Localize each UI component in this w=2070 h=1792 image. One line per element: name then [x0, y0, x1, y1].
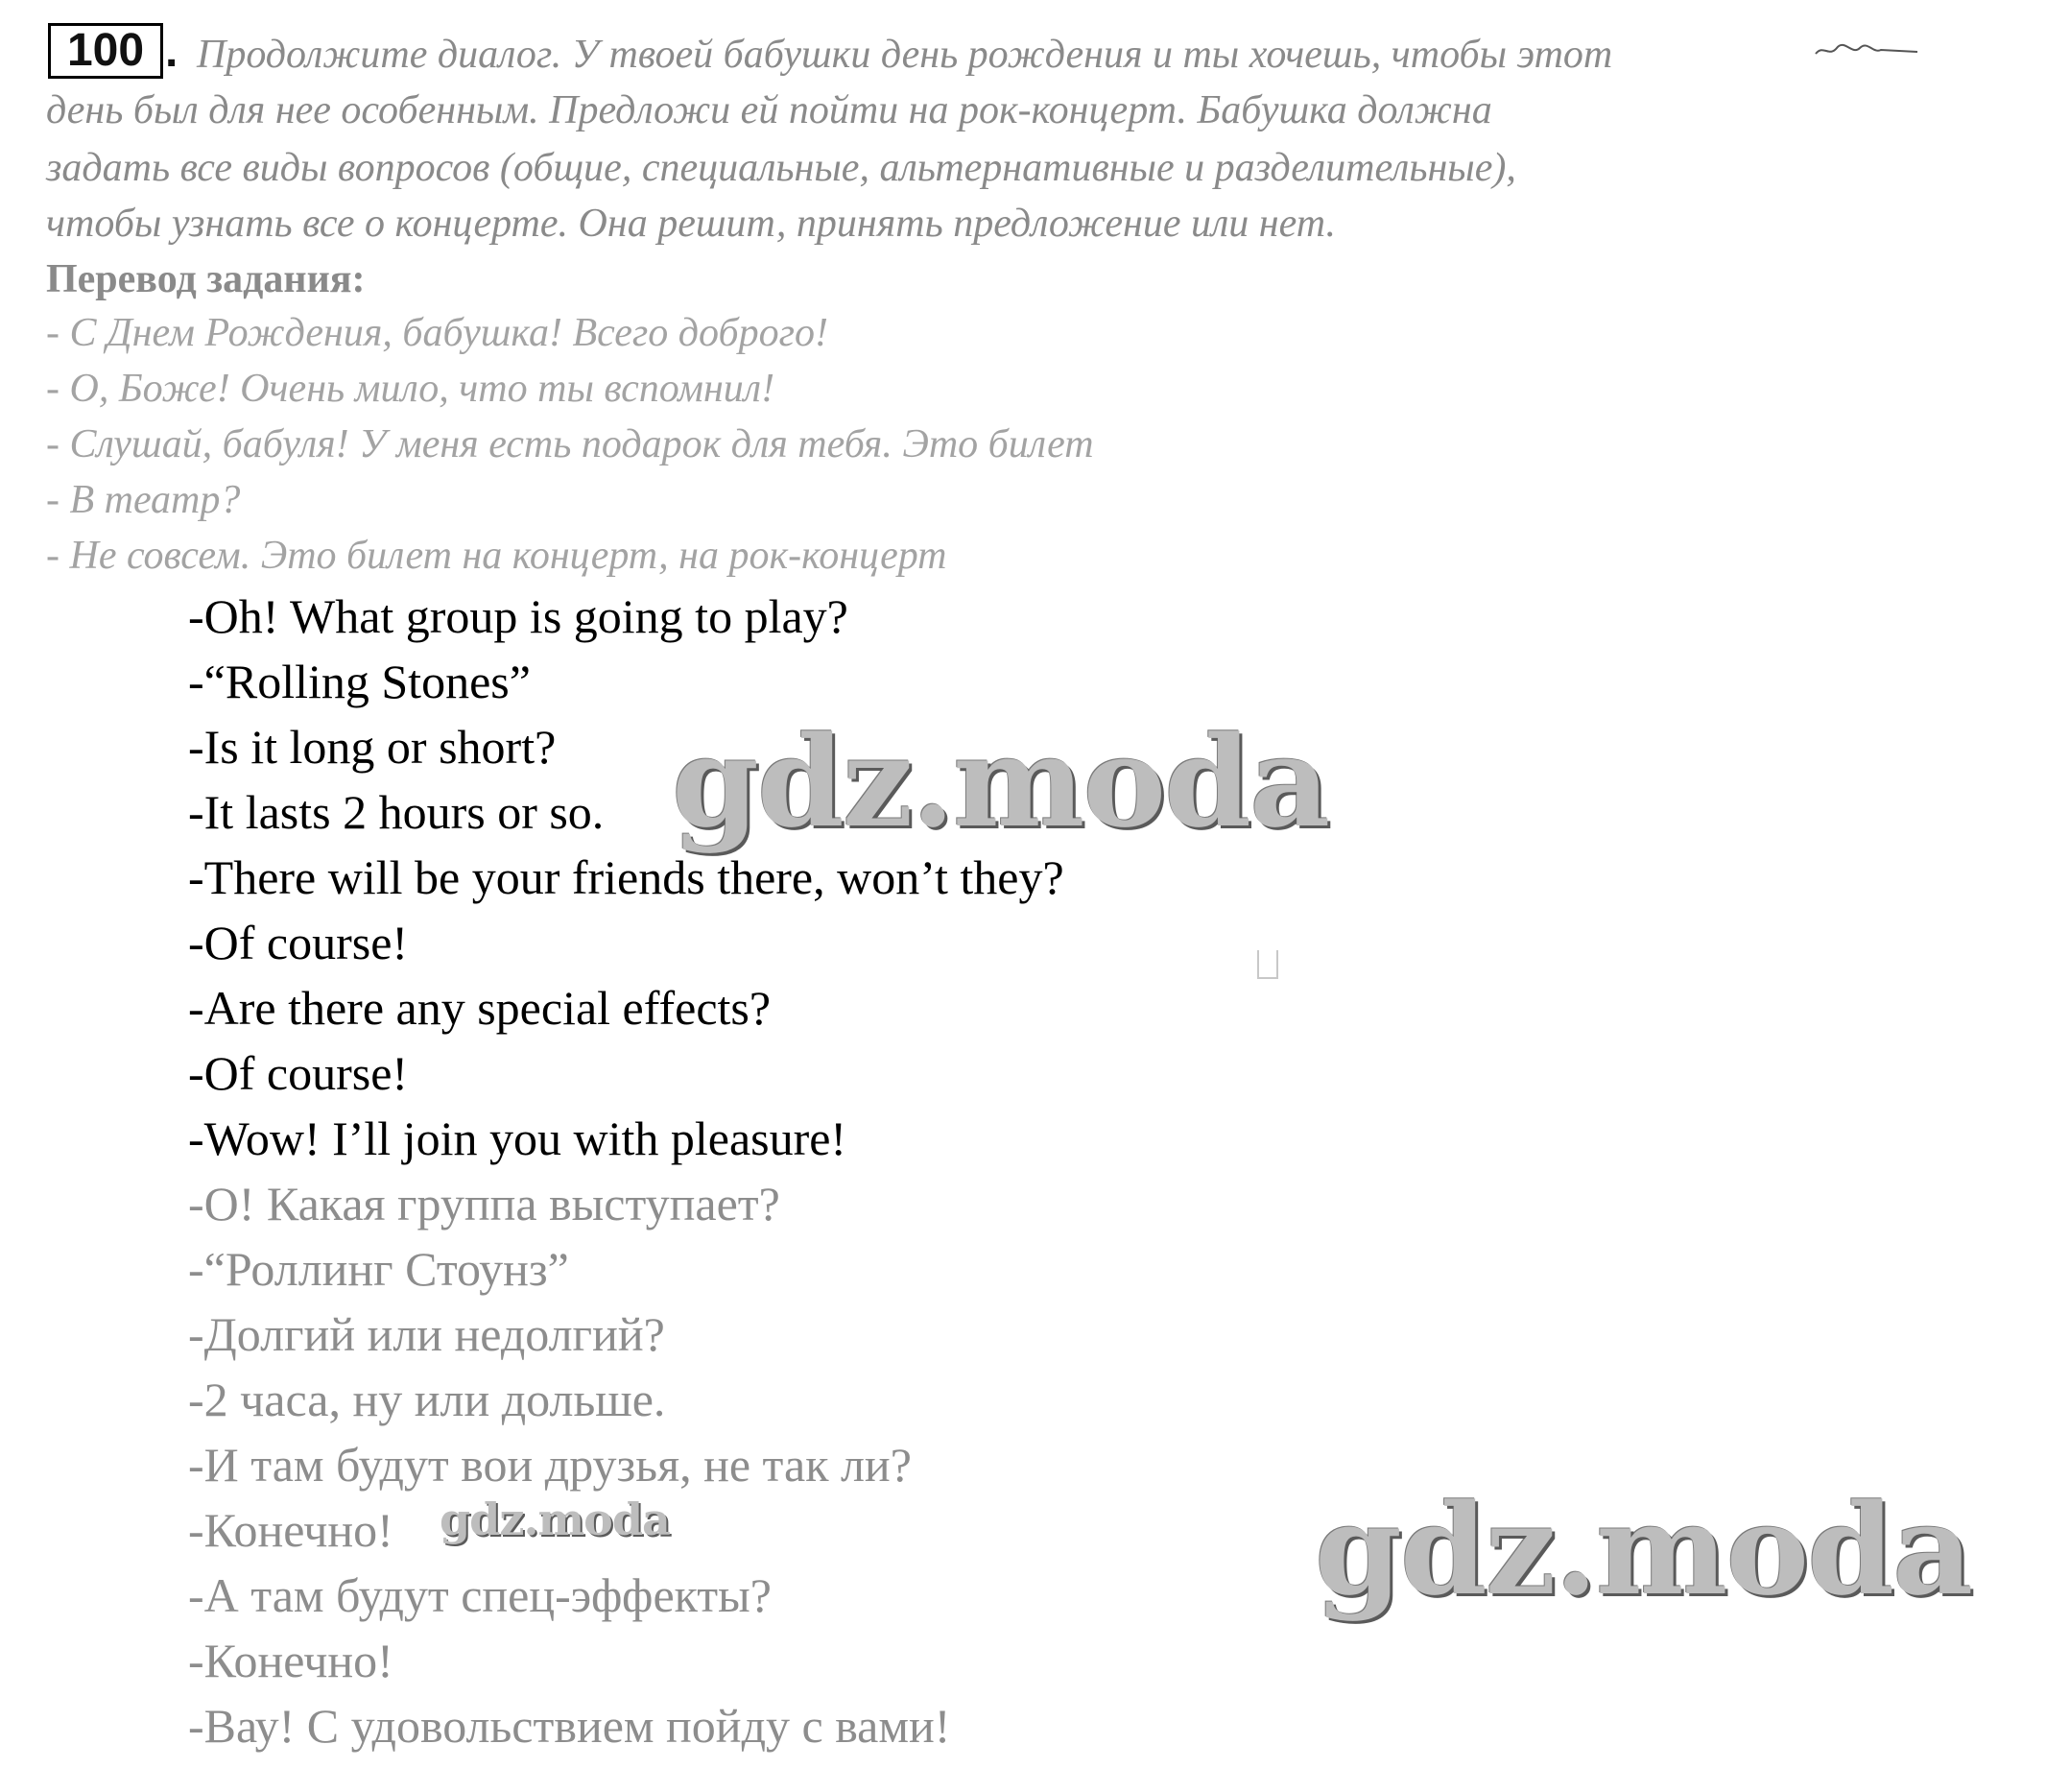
dialog-en-line-7: -Are there any special effects? [188, 981, 772, 1035]
dialog-ru-line-1: -О! Какая группа выступает? [188, 1177, 780, 1231]
translation-line-3: - Слушай, бабуля! У меня есть подарок для тебя. Это билет [46, 422, 1094, 466]
task-number-box: 100 [48, 23, 163, 79]
task-text-line-1: Продолжите диалог. У твоей бабушки день рождения и ты хочешь, чтобы этот [197, 33, 1613, 77]
dialog-en-line-8: -Of course! [188, 1046, 409, 1100]
translation-line-1: - С Днем Рождения, бабушка! Всего доброго! [46, 311, 828, 355]
handwritten-scribble-icon [1814, 42, 1919, 60]
translation-line-2: - О, Боже! Очень мило, что ты вспомнил! [46, 367, 775, 411]
dialog-ru-line-5: -И там будут вои друзья, не так ли? [188, 1438, 912, 1492]
task-text-line-3: задать все виды вопросов (общие, специальные, альтернативные и разделительные), [46, 146, 1516, 190]
dialog-en-line-9: -Wow! I’ll join you with pleasure! [188, 1111, 847, 1165]
dialog-ru-line-9: -Вау! С удовольствием пойду с вами! [188, 1699, 951, 1753]
dialog-ru-line-7: -А там будут спец-эффекты? [188, 1568, 772, 1622]
dialog-en-line-3: -Is it long or short? [188, 720, 557, 774]
task-text-line-4: чтобы узнать все о концерте. Она решит, принять предложение или нет. [46, 202, 1337, 246]
dialog-en-line-4: -It lasts 2 hours or so. [188, 785, 605, 839]
translation-heading: Перевод задания: [46, 257, 366, 301]
dialog-en-line-6: -Of course! [188, 916, 409, 969]
dialog-ru-line-6: -Конечно! [188, 1503, 393, 1557]
translation-line-4: - В театр? [46, 478, 241, 522]
watermark-small: gdz.moda [440, 1493, 670, 1545]
dialog-ru-line-3: -Долгий или недолгий? [188, 1307, 665, 1361]
watermark-secondary: gdz.moda [1315, 1476, 1972, 1623]
dialog-ru-line-8: -Конечно! [188, 1634, 393, 1687]
task-number-dot: . [165, 26, 178, 77]
watermark-main: gdz.moda [672, 708, 1329, 855]
task-text-line-2: день был для нее особенным. Предложи ей пойти на рок-концерт. Бабушка должна [46, 88, 1492, 132]
dialog-en-line-1: -Oh! What group is going to play? [188, 589, 848, 643]
dialog-en-line-5: -There will be your friends there, won’t they? [188, 850, 1064, 904]
dialog-ru-line-4: -2 часа, ну или дольше. [188, 1373, 666, 1426]
translation-line-5: - Не совсем. Это билет на концерт, на рок-концерт [46, 534, 947, 578]
faint-bracket-mark [1257, 950, 1278, 979]
dialog-en-line-2: -“Rolling Stones” [188, 655, 531, 708]
dialog-ru-line-2: -“Роллинг Стоунз” [188, 1242, 569, 1296]
